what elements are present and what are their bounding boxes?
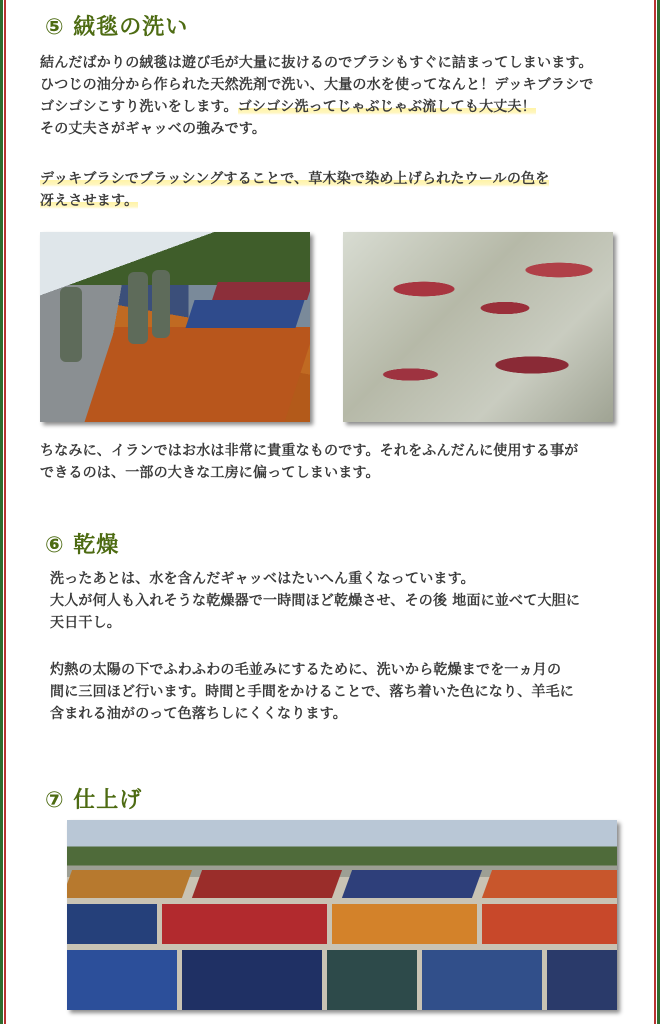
- text-line: [40, 96, 594, 118]
- section-6-paragraph-1: [50, 568, 580, 634]
- highlighted-text: デッキブラシでブラッシングすることで、草木染で染め上げられたウールの色を: [40, 171, 550, 187]
- section-5-heading: ⑤ 絨毯の洗い: [45, 15, 189, 40]
- text-line: 結んだばかりの絨毯は遊び毛が大量に抜けるのでブラシもすぐに詰まってしまいます。: [40, 55, 593, 71]
- text-line: ちなみに、イランではお水は非常に貴重なものです。それをふんだんに使用する事が: [40, 443, 579, 459]
- text-line: [40, 190, 549, 212]
- wet-wool-photo: [343, 232, 613, 422]
- text-line: 大人が何人も入れそうな乾燥器で一時間ほど乾燥させ、その後 地面に並べて大胆に: [50, 593, 581, 609]
- section-7-heading: ⑦ 仕上げ: [45, 788, 143, 813]
- rug-washing-photo: [40, 232, 310, 422]
- section-6-paragraph-2: [50, 659, 574, 725]
- text-line: 洗ったあとは、水を含んだギャッベはたいへん重くなっています。: [50, 571, 475, 587]
- rugs-drying-photo: [67, 820, 617, 1010]
- text-line: 間に三回ほど行います。時間と手間をかけることで、落ち着いた色になり、羊毛に: [50, 684, 574, 700]
- highlighted-text: 冴えさせます。: [40, 193, 139, 209]
- highlighted-text: ゴシゴシ洗ってじゃぶじゃぶ流しても大丈夫！: [237, 99, 536, 115]
- text-fragment: ゴシゴシこすり洗いをします。: [40, 99, 238, 115]
- text-line: できるのは、一部の大きな工房に偏ってしまいます。: [40, 465, 380, 481]
- text-line: 天日干し。: [50, 615, 121, 631]
- section-5-paragraph-1: [40, 52, 594, 140]
- text-line: 灼熱の太陽の下でふわふわの毛並みにするために、洗いから乾燥までを一ヵ月の: [50, 662, 562, 678]
- left-border: [0, 0, 6, 1024]
- text-line: ひつじの油分から作られた天然洗剤で洗い、大量の水を使ってなんと！デッキブラシで: [40, 77, 594, 93]
- text-line: [40, 168, 549, 190]
- section-6-heading: ⑥ 乾燥: [45, 533, 120, 558]
- text-line: 含まれる油がのって色落ちしにくくなります。: [50, 706, 347, 722]
- section-5-paragraph-2: [40, 168, 549, 212]
- text-line: その丈夫さがギャッベの強みです。: [40, 121, 267, 137]
- section-5-paragraph-3: [40, 440, 578, 484]
- right-border: [654, 0, 660, 1024]
